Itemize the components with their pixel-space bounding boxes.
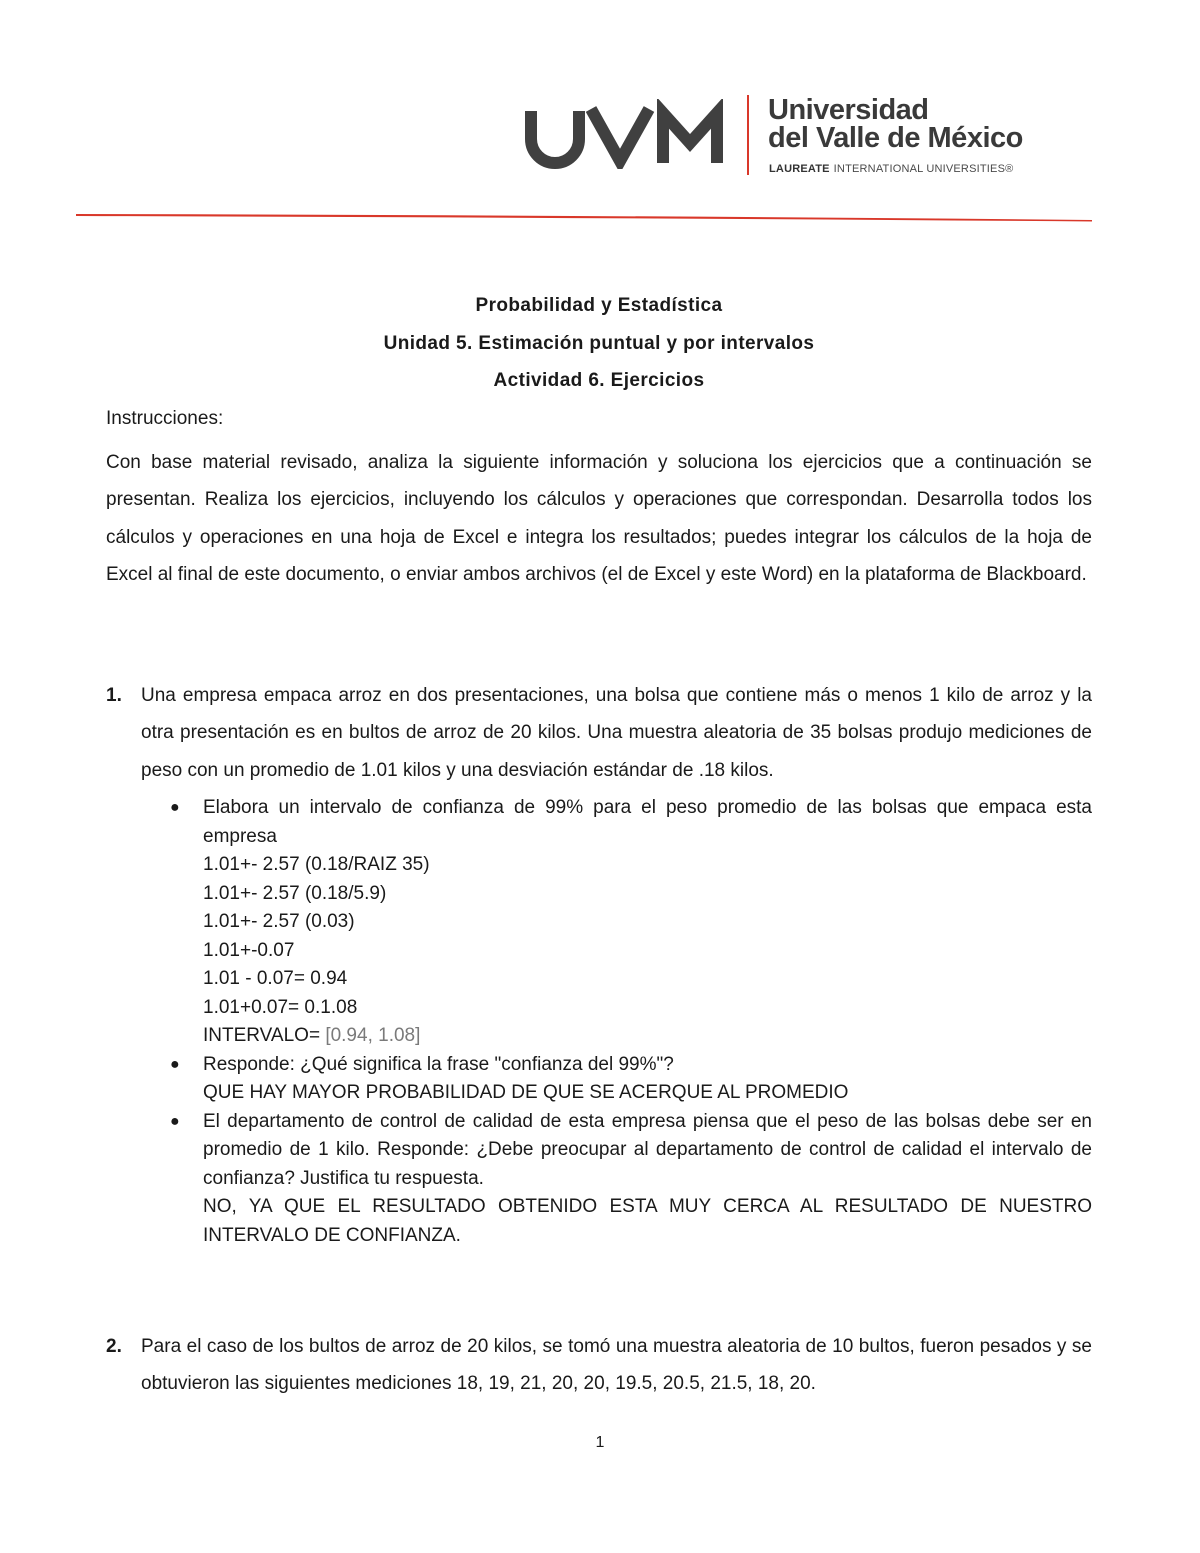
question-number: 1.	[106, 685, 122, 706]
page-number: 1	[595, 1434, 605, 1451]
interval-result	[203, 1022, 1092, 1051]
list-item	[106, 794, 1092, 1051]
interval-label: INTERVALO=	[203, 1025, 326, 1046]
logo-separator	[747, 95, 749, 175]
subitem-prompt: Elabora un intervalo de confianza de 99% para el peso promedio de las bolsas que empaca esta empresa	[203, 797, 1092, 847]
course-title: Probabilidad y Estadística	[475, 295, 723, 316]
calc-step: 1.01+-0.07	[203, 939, 295, 961]
subitem-prompt: Responde: ¿Qué significa la frase "confianza del 99%"?	[203, 1053, 674, 1075]
instructions-paragraph: Con base material revisado, analiza la siguiente información y soluciona los ejercicios que a continuación se presentan. Realiza los ejercicios, incluyendo los cálculos y operaciones que correspondan. Desarrolla todos los cálculos y operaciones en una hoja de Excel e integra los resultados; puedes integrar los cálculos de la hoja de Excel al final de este documento, o enviar ambos archivos (el de Excel y este Word) en la plataforma de Blackboard.	[106, 452, 1092, 585]
bullet-icon: ●	[170, 1055, 180, 1073]
logo-name-line1: Universidad	[768, 94, 929, 126]
calc-step: 1.01+- 2.57 (0.18/5.9)	[203, 882, 387, 904]
logo-laureate-tagline	[769, 163, 1013, 175]
calc-step: 1.01+- 2.57 (0.03)	[203, 911, 355, 932]
calc-step: 1.01+0.07= 0.1.08	[203, 996, 358, 1018]
logo-name-line2: del Valle de México	[768, 122, 1023, 154]
bullet-icon: ●	[170, 1112, 180, 1130]
subitem-answer: NO, YA QUE EL RESULTADO OBTENIDO ESTA MUY CERCA AL RESULTADO DE NUESTRO INTERVALO DE CONFIANZA.	[203, 1196, 1092, 1246]
activity-title: Actividad 6. Ejercicios	[493, 370, 705, 391]
laureate-bold: LAUREATE	[769, 163, 830, 175]
question-2	[106, 1328, 1092, 1403]
calc-step: 1.01 - 0.07= 0.94	[203, 968, 348, 989]
question-text: Una empresa empaca arroz en dos presentaciones, una bolsa que contiene más o menos 1 kilo de arroz y la otra presentación es en bultos de arroz de 20 kilos. Una muestra aleatoria de 35 bolsas produjo mediciones de peso con un promedio de 1.01 kilos y una desviación estándar de .18 kilos.	[141, 685, 1092, 781]
university-logo	[525, 95, 1035, 185]
laureate-rest: INTERNATIONAL UNIVERSITIES®	[833, 163, 1014, 175]
subitem-prompt: El departamento de control de calidad de esta empresa piensa que el peso de las bolsas debe ser en promedio de 1 kilo. Responde: ¿Debe preocupar al departamento de control de calidad el intervalo de confianza? Justifica tu respuesta.	[203, 1110, 1092, 1189]
document-titles	[106, 292, 1092, 405]
question-text: Para el caso de los bultos de arroz de 20 kilos, se tomó una muestra aleatoria de 10 bultos, fueron pesados y se obtuvieron las siguientes mediciones 18, 19, 21, 20, 20, 19.5, 20.5, 21.5, 18, 20.	[141, 1336, 1092, 1395]
instructions-label: Instrucciones:	[106, 408, 224, 429]
header-divider	[76, 212, 1092, 222]
uvm-logo-mark	[525, 99, 730, 169]
bullet-icon: ●	[170, 799, 180, 816]
question-number: 2.	[106, 1336, 122, 1357]
question-1	[106, 677, 1092, 789]
interval-value: [0.94, 1.08]	[325, 1025, 421, 1046]
question-1-subitems	[106, 794, 1092, 1250]
calc-step: 1.01+- 2.57 (0.18/RAIZ 35)	[203, 854, 430, 875]
subitem-answer: QUE HAY MAYOR PROBABILIDAD DE QUE SE ACERQUE AL PROMEDIO	[203, 1082, 849, 1103]
list-item	[106, 1108, 1092, 1251]
list-item	[106, 1051, 1092, 1108]
unit-title: Unidad 5. Estimación puntual y por intervalos	[383, 332, 815, 354]
